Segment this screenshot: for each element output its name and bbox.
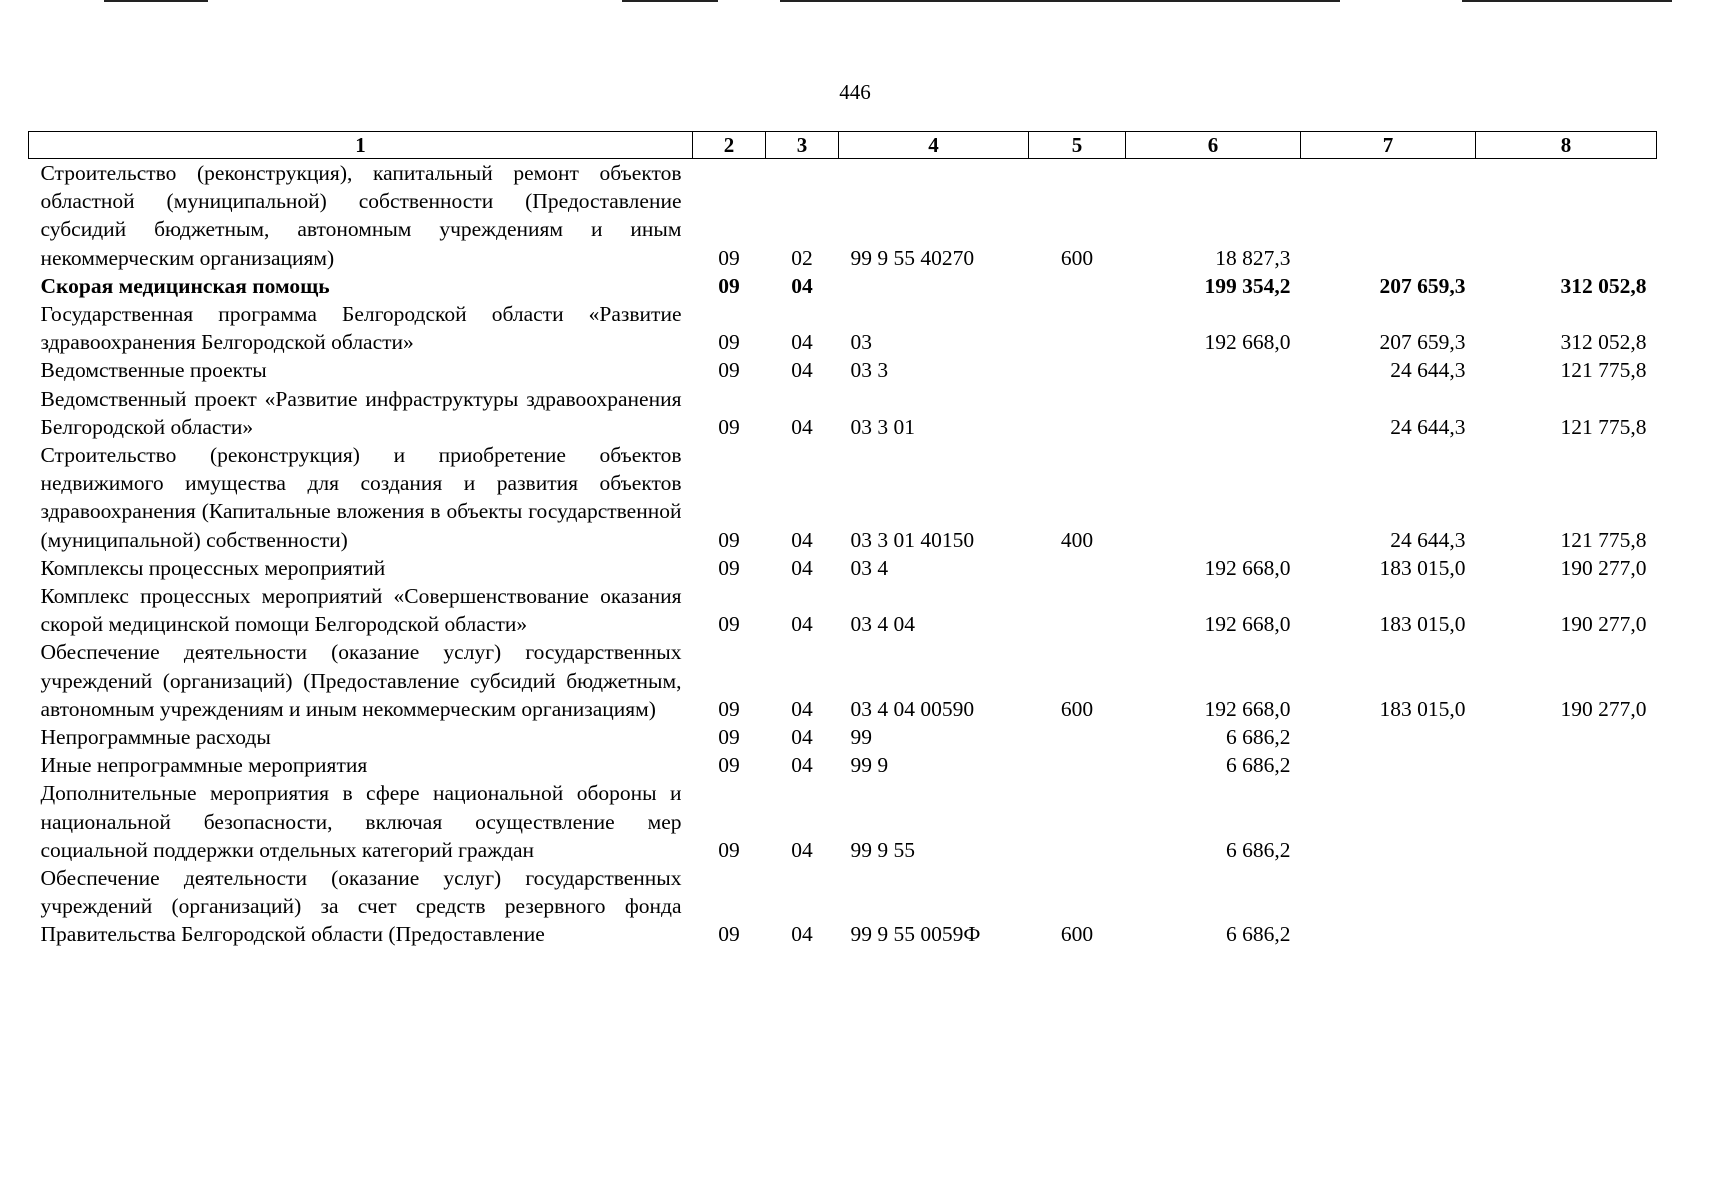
cell-target-article: 99 9 bbox=[850, 753, 889, 778]
cell-section: 09 bbox=[718, 330, 740, 355]
cell-amount-year1: 192 668,0 bbox=[1204, 612, 1291, 637]
cell-amount-year3: 190 277,0 bbox=[1560, 555, 1647, 580]
cell-section: 09 bbox=[718, 555, 740, 580]
cell-section: 09 bbox=[718, 753, 740, 778]
cell-section: 09 bbox=[718, 696, 740, 721]
cell-amount-year2: 183 015,0 bbox=[1379, 696, 1466, 721]
cell-expense-type bbox=[1029, 356, 1126, 384]
row-name: Обеспечение деятельности (оказание услуг) государственных учреждений (организаций) за счет средств резервного фонда Правительства Белгородской области (Предоставление bbox=[40, 866, 682, 947]
cell-amount-year1: 18 827,3 bbox=[1215, 245, 1291, 270]
row-name: Непрограммные расходы bbox=[40, 725, 271, 750]
cell-amount-year1: 6 686,2 bbox=[1226, 725, 1291, 750]
row-name: Обеспечение деятельности (оказание услуг) государственных учреждений (организаций) (Предоставление субсидий бюджетным, автономным учреждениям и иным некоммерческим организациям) bbox=[40, 640, 682, 721]
table-row bbox=[29, 582, 1657, 638]
cell-subsection: 04 bbox=[791, 922, 813, 947]
cell-expense-type: 400 bbox=[1060, 527, 1094, 552]
cell-target-article: 03 bbox=[850, 330, 872, 355]
cell-amount-year1 bbox=[1126, 441, 1301, 554]
cell-amount-year3 bbox=[1476, 864, 1657, 949]
row-name: Строительство (реконструкция) и приобретение объектов недвижимого имущества для создания и развития объектов здравоохранения (Капитальные вложения в объекты государственной (муниципальной) собственности) bbox=[40, 443, 682, 552]
cell-subsection: 04 bbox=[791, 837, 813, 862]
cell-section: 09 bbox=[718, 725, 740, 750]
cell-amount-year1: 6 686,2 bbox=[1226, 753, 1291, 778]
table-row bbox=[29, 554, 1657, 582]
table-row bbox=[29, 723, 1657, 751]
cell-subsection: 04 bbox=[791, 527, 813, 552]
cell-amount-year2: 24 644,3 bbox=[1390, 358, 1466, 383]
row-name: Скорая медицинская помощь bbox=[40, 273, 330, 298]
row-name: Дополнительные мероприятия в сфере национальной обороны и национальной безопасности, включая осуществление мер социальной поддержки отдельных категорий граждан bbox=[40, 781, 682, 862]
cell-section: 09 bbox=[718, 273, 740, 298]
cell-amount-year2 bbox=[1301, 723, 1476, 751]
cell-expense-type bbox=[1029, 554, 1126, 582]
cell-amount-year3: 121 775,8 bbox=[1560, 414, 1647, 439]
row-name: Государственная программа Белгородской области «Развитие здравоохранения Белгородской области» bbox=[40, 302, 682, 355]
header-cell: 3 bbox=[766, 132, 839, 159]
row-name: Комплексы процессных мероприятий bbox=[40, 555, 386, 580]
cell-target-article: 03 3 01 bbox=[850, 414, 915, 439]
cell-amount-year3 bbox=[1476, 723, 1657, 751]
cell-expense-type: 600 bbox=[1060, 922, 1094, 947]
cell-subsection: 02 bbox=[791, 245, 813, 270]
cell-amount-year1: 192 668,0 bbox=[1204, 555, 1291, 580]
cell-expense-type bbox=[1029, 385, 1126, 441]
header-cell: 6 bbox=[1126, 132, 1301, 159]
row-name: Ведомственный проект «Развитие инфраструктуры здравоохранения Белгородской области» bbox=[40, 386, 682, 439]
cell-target-article: 99 9 55 bbox=[850, 837, 915, 862]
cell-section: 09 bbox=[718, 414, 740, 439]
cell-amount-year1: 192 668,0 bbox=[1204, 696, 1291, 721]
budget-table bbox=[28, 131, 1657, 949]
scan-edge-lines bbox=[0, 0, 1710, 4]
page-number: 446 bbox=[839, 80, 871, 104]
cell-amount-year2: 24 644,3 bbox=[1390, 527, 1466, 552]
cell-amount-year3 bbox=[1476, 159, 1657, 272]
cell-target-article: 99 9 55 40270 bbox=[850, 245, 975, 270]
cell-target-article: 03 4 04 00590 bbox=[850, 696, 975, 721]
row-name: Ведомственные проекты bbox=[40, 358, 267, 383]
row-name: Иные непрограммные мероприятия bbox=[40, 753, 368, 778]
cell-subsection: 04 bbox=[791, 330, 813, 355]
header-cell: 4 bbox=[839, 132, 1029, 159]
cell-amount-year2 bbox=[1301, 751, 1476, 779]
cell-amount-year3: 121 775,8 bbox=[1560, 527, 1647, 552]
cell-subsection: 04 bbox=[791, 414, 813, 439]
header-cell: 1 bbox=[29, 132, 693, 159]
cell-amount-year3: 312 052,8 bbox=[1560, 330, 1647, 355]
table-row bbox=[29, 159, 1657, 272]
cell-expense-type bbox=[1029, 582, 1126, 638]
cell-amount-year3: 312 052,8 bbox=[1560, 273, 1647, 298]
cell-amount-year3: 190 277,0 bbox=[1560, 612, 1647, 637]
cell-target-article bbox=[839, 272, 1029, 300]
cell-amount-year3: 121 775,8 bbox=[1560, 358, 1647, 383]
cell-expense-type bbox=[1029, 779, 1126, 864]
cell-amount-year3: 190 277,0 bbox=[1560, 696, 1647, 721]
cell-amount-year2 bbox=[1301, 159, 1476, 272]
cell-subsection: 04 bbox=[791, 612, 813, 637]
row-name: Строительство (реконструкция), капитальный ремонт объектов областной (муниципальной) собственности (Предоставление субсидий бюджетным, автономным учреждениям и иным некоммерческим организациям) bbox=[40, 161, 682, 270]
budget-table-container bbox=[28, 131, 1656, 949]
cell-amount-year1: 6 686,2 bbox=[1226, 922, 1291, 947]
cell-subsection: 04 bbox=[791, 725, 813, 750]
cell-amount-year2: 183 015,0 bbox=[1379, 555, 1466, 580]
cell-amount-year2: 207 659,3 bbox=[1379, 330, 1466, 355]
cell-section: 09 bbox=[718, 358, 740, 383]
cell-expense-type bbox=[1029, 300, 1126, 356]
header-row bbox=[29, 132, 1657, 159]
cell-amount-year2 bbox=[1301, 779, 1476, 864]
cell-section: 09 bbox=[718, 612, 740, 637]
cell-amount-year1 bbox=[1126, 356, 1301, 384]
table-row bbox=[29, 300, 1657, 356]
header-cell: 7 bbox=[1301, 132, 1476, 159]
header-cell: 8 bbox=[1476, 132, 1657, 159]
cell-amount-year2 bbox=[1301, 864, 1476, 949]
table-row bbox=[29, 272, 1657, 300]
cell-expense-type: 600 bbox=[1060, 696, 1094, 721]
cell-target-article: 99 9 55 0059Ф bbox=[850, 922, 981, 947]
cell-amount-year1: 199 354,2 bbox=[1204, 273, 1291, 298]
table-row bbox=[29, 356, 1657, 384]
cell-amount-year3 bbox=[1476, 751, 1657, 779]
cell-expense-type bbox=[1029, 272, 1126, 300]
cell-subsection: 04 bbox=[791, 555, 813, 580]
cell-expense-type bbox=[1029, 723, 1126, 751]
cell-target-article: 03 4 bbox=[850, 555, 889, 580]
cell-amount-year1 bbox=[1126, 385, 1301, 441]
cell-amount-year2: 183 015,0 bbox=[1379, 612, 1466, 637]
header-cell: 5 bbox=[1029, 132, 1126, 159]
cell-section: 09 bbox=[718, 527, 740, 552]
table-row bbox=[29, 864, 1657, 949]
table-row bbox=[29, 638, 1657, 723]
cell-target-article: 99 bbox=[850, 725, 872, 750]
table-row bbox=[29, 441, 1657, 554]
cell-amount-year1: 192 668,0 bbox=[1204, 330, 1291, 355]
cell-section: 09 bbox=[718, 837, 740, 862]
cell-expense-type: 600 bbox=[1060, 245, 1094, 270]
cell-target-article: 03 4 04 bbox=[850, 612, 915, 637]
table-row bbox=[29, 751, 1657, 779]
cell-subsection: 04 bbox=[791, 696, 813, 721]
row-name: Комплекс процессных мероприятий «Совершенствование оказания скорой медицинской помощи Белгородской области» bbox=[40, 584, 682, 637]
cell-section: 09 bbox=[718, 245, 740, 270]
cell-amount-year1: 6 686,2 bbox=[1226, 837, 1291, 862]
cell-amount-year3 bbox=[1476, 779, 1657, 864]
cell-subsection: 04 bbox=[791, 273, 813, 298]
cell-expense-type bbox=[1029, 751, 1126, 779]
cell-target-article: 03 3 bbox=[850, 358, 889, 383]
header-cell: 2 bbox=[693, 132, 766, 159]
table-row bbox=[29, 779, 1657, 864]
table-row bbox=[29, 385, 1657, 441]
cell-target-article: 03 3 01 40150 bbox=[850, 527, 975, 552]
cell-amount-year2: 24 644,3 bbox=[1390, 414, 1466, 439]
cell-section: 09 bbox=[718, 922, 740, 947]
cell-amount-year2: 207 659,3 bbox=[1379, 273, 1466, 298]
cell-subsection: 04 bbox=[791, 753, 813, 778]
cell-subsection: 04 bbox=[791, 358, 813, 383]
